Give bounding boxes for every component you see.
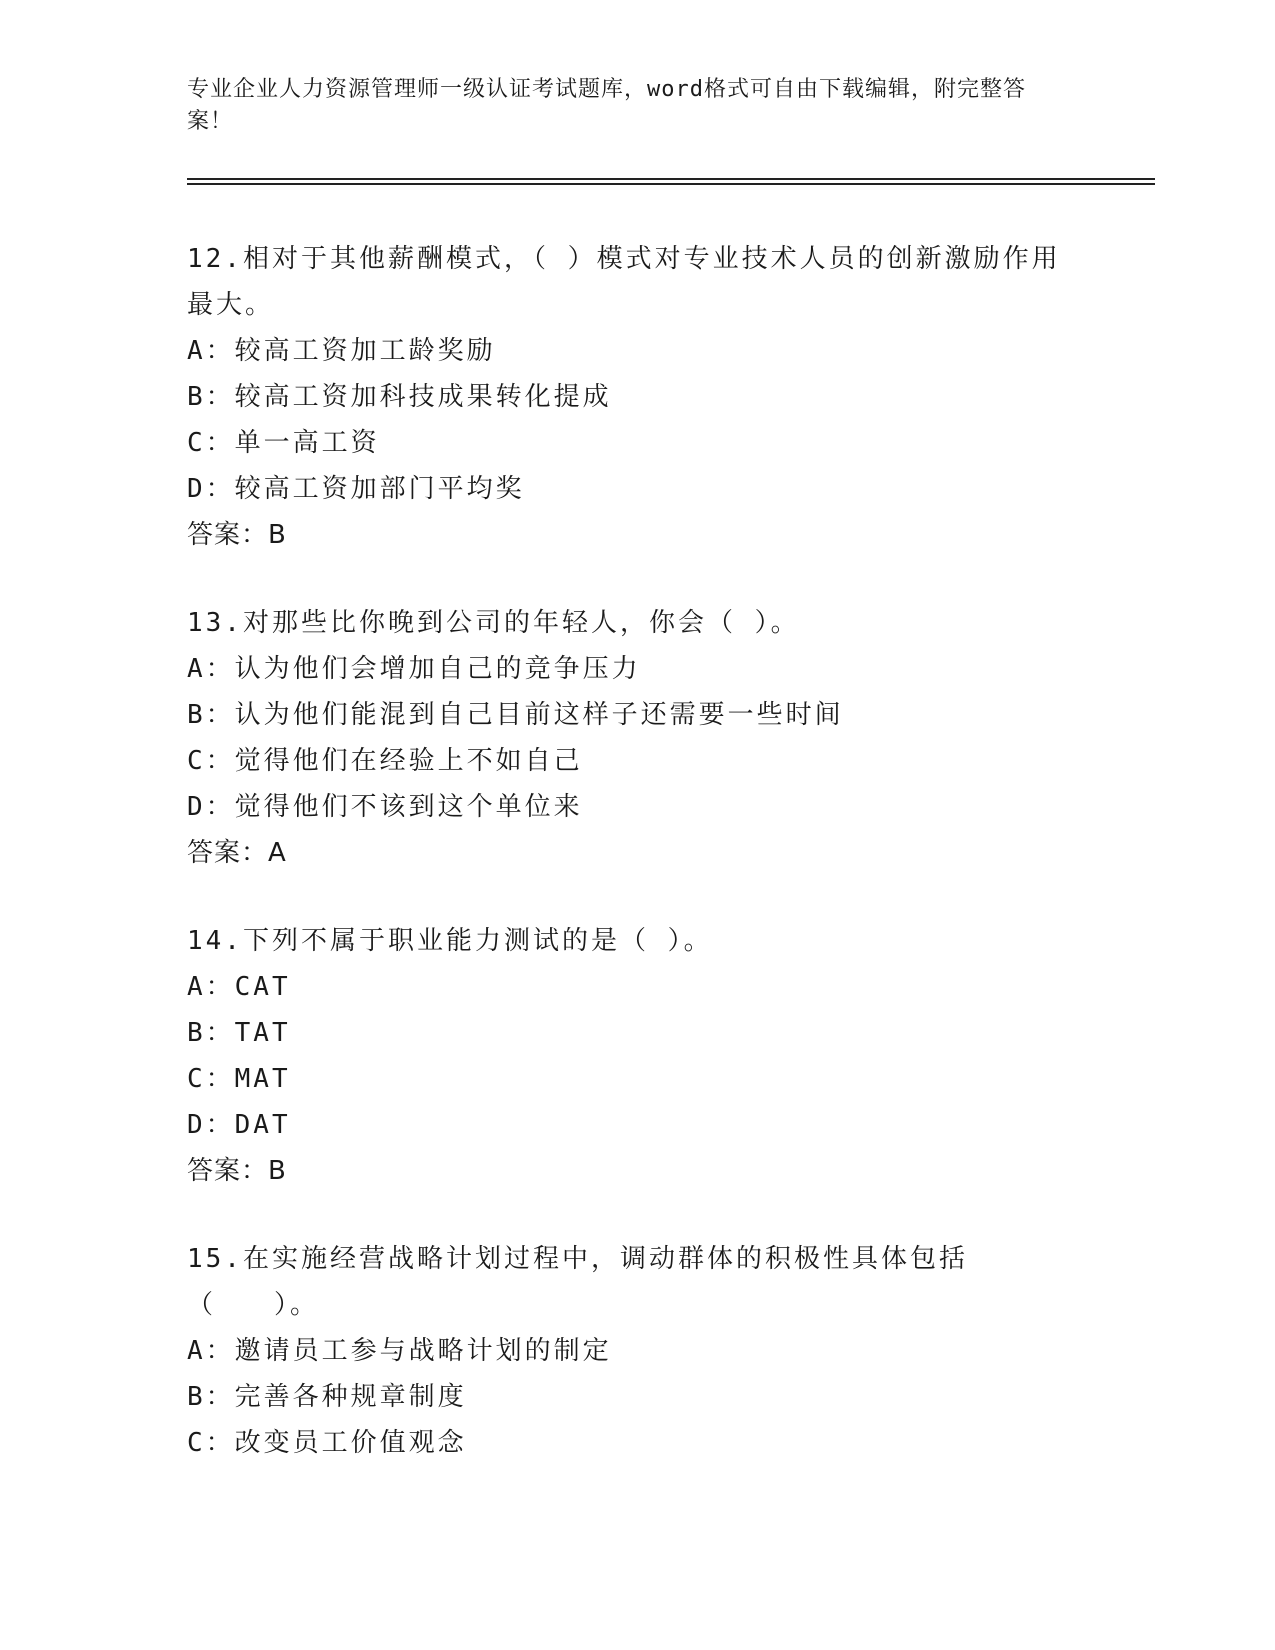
question-13	[187, 600, 1087, 876]
header-divider-bottom	[187, 183, 1155, 185]
question-stem: 15.在实施经营战略计划过程中，调动群体的积极性具体包括（ ）。	[187, 1244, 968, 1320]
option-c: C：改变员工价值观念	[187, 1428, 467, 1458]
option-d: D：较高工资加部门平均奖	[187, 474, 525, 504]
option-c: C：单一高工资	[187, 428, 380, 458]
answer-line: 答案：A	[187, 838, 287, 868]
answer-line: 答案：B	[187, 1156, 287, 1186]
option-b: B：较高工资加科技成果转化提成	[187, 382, 612, 412]
question-12	[187, 236, 1087, 558]
question-14	[187, 918, 1087, 1194]
question-list	[187, 236, 1087, 1508]
question-stem: 14.下列不属于职业能力测试的是（ ）。	[187, 926, 713, 956]
option-a: A：CAT	[187, 972, 291, 1002]
option-a: A：较高工资加工龄奖励	[187, 336, 496, 366]
option-b: B：完善各种规章制度	[187, 1382, 467, 1412]
question-15	[187, 1236, 1087, 1466]
answer-line: 答案：B	[187, 520, 287, 550]
option-d: D：觉得他们不该到这个单位来	[187, 792, 583, 822]
option-d: D：DAT	[187, 1110, 291, 1140]
question-stem: 12.相对于其他薪酬模式，（ ）模式对专业技术人员的创新激励作用最大。	[187, 244, 1061, 320]
option-c: C：觉得他们在经验上不如自己	[187, 746, 583, 776]
option-b: B：TAT	[187, 1018, 291, 1048]
header-text: 专业企业人力资源管理师一级认证考试题库，word格式可自由下载编辑，附完整答案！	[187, 77, 1026, 134]
option-a: A：认为他们会增加自己的竞争压力	[187, 654, 641, 684]
option-b: B：认为他们能混到自己目前这样子还需要一些时间	[187, 700, 844, 730]
option-a: A：邀请员工参与战略计划的制定	[187, 1336, 612, 1366]
document-header	[187, 74, 1067, 138]
option-c: C：MAT	[187, 1064, 291, 1094]
header-divider-top	[187, 178, 1155, 180]
question-stem: 13.对那些比你晚到公司的年轻人，你会（ ）。	[187, 608, 800, 638]
